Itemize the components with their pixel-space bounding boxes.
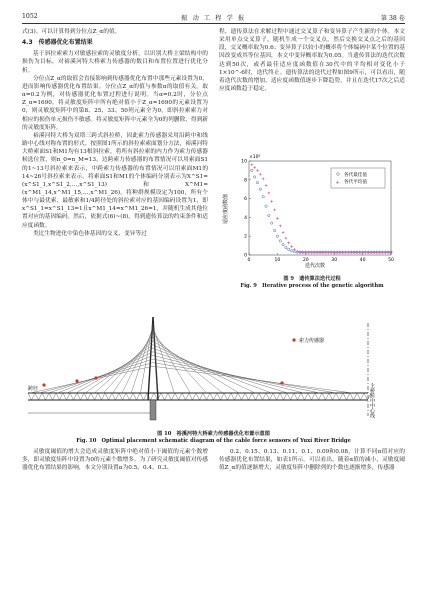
average-value-point [256, 169, 259, 172]
x-axis-label: 迭代次数 [304, 263, 326, 269]
truss-diagonal [252, 393, 256, 400]
truss-diagonal [228, 393, 232, 400]
best-value-point [276, 235, 278, 237]
cable-force-sensor [280, 381, 283, 384]
y-tick-label: 4 [244, 215, 247, 221]
truss-diagonal [172, 393, 176, 400]
truss-diagonal [123, 393, 127, 400]
best-value-point [288, 248, 290, 250]
cable-force-sensor [94, 376, 97, 379]
stay-cable-main [153, 345, 255, 393]
figure-10 [22, 311, 405, 443]
paragraph: 灵敏度阈值的增大会造成灵敏度矩阵中绝对值小于阈值的元素个数增多，即灵敏度矩阵中设置为0的元素个数增多。为了研究灵敏度阈值对传感器优化布置结果的影响，本文分别设置α为0.5、0.4、0.3、 [22, 449, 208, 472]
paragraph: 基于斜拉索索力对敏感拉索的灵敏度分析，以识别大桥主梁结构中的损伤为目标，对裕溪河特大桥索力传感器的数目和布置位置进行优化分析。 [22, 51, 208, 74]
x-tick-label: 0 [247, 258, 251, 263]
stay-cable-side [85, 345, 153, 393]
page-number: 1052 [22, 13, 38, 20]
truss-diagonal [186, 393, 190, 400]
paragraph: 程，遗传算法在求解过程中通过交叉算子和变异算子产生新的个体。本文采用单点交叉算子，随机生成一个交叉点，然后交换交叉点之后的基因段，交叉概率取为0.6；变异算子以较小的概率将个体编码中某个位置的基因改变成其等位基因，本文中变异概率取为0.05。当遗传算法的迭代次数达到50次，或者最佳适应度函数值在30代中的平均相对变化小于1×10^-6时，迭代终止。遗传算法的迭代过程如图9所示，可以看出，随着迭代次数的增加，适应度函数值逐步下降趋势，并且在迭代17次之后适应度函数趋于稳定。 [219, 29, 405, 93]
truss-diagonal [256, 393, 260, 400]
page-header [22, 13, 405, 23]
truss-diagonal [291, 393, 295, 400]
best-value-point [293, 251, 295, 253]
pier [150, 400, 156, 420]
truss-diagonal [308, 393, 312, 400]
average-value-point [279, 225, 282, 228]
figure-9 [219, 151, 405, 289]
truss-diagonal [81, 393, 85, 400]
average-value-point [287, 241, 290, 244]
figure-10-caption-cn: 图 10 裕溪河特大桥索力传感器优化布置示意图 [157, 431, 270, 437]
average-value-point [253, 166, 256, 169]
x-tick-label: 40 [359, 258, 366, 263]
truss-diagonal [221, 393, 225, 400]
truss-diagonal [343, 393, 347, 400]
truss-diagonal [336, 393, 340, 400]
stay-cable-side [94, 341, 153, 393]
truss-diagonal [350, 393, 354, 400]
truss-diagonal [91, 393, 95, 400]
stay-cable-side [58, 355, 153, 393]
truss-diagonal [200, 393, 204, 400]
truss-diagonal [70, 393, 74, 400]
truss-diagonal [238, 393, 242, 400]
truss-diagonal [161, 393, 165, 400]
paragraph: 式(3)。可以计算得到分位点Z_α的值。 [22, 29, 121, 35]
average-value-point [262, 178, 265, 181]
truss-diagonal [42, 393, 46, 400]
best-value-point [290, 250, 292, 252]
average-value-point [265, 184, 268, 187]
truss-diagonal [294, 393, 298, 400]
truss-diagonal [266, 393, 270, 400]
x-tick-label: 50 [388, 258, 394, 263]
truss-diagonal [193, 393, 197, 400]
stay-cable-main [153, 323, 158, 393]
truss-diagonal [301, 393, 305, 400]
y-tick-label: 0 [244, 253, 247, 259]
bridge-diagram [22, 311, 405, 423]
legend-best-label: 各代最佳值 [344, 173, 367, 178]
stay-cable-main [153, 334, 207, 393]
left-column [22, 28, 208, 238]
header-rule [22, 23, 405, 24]
right-column [219, 28, 405, 93]
truss-diagonal [102, 393, 106, 400]
truss-diagonal [231, 393, 235, 400]
truss-diagonal [224, 393, 228, 400]
truss-diagonal [242, 393, 246, 400]
legend-avg-marker: + [335, 180, 340, 186]
truss-diagonal [116, 393, 120, 400]
best-value-point [265, 205, 267, 207]
truss-diagonal [333, 393, 337, 400]
truss-diagonal [165, 393, 169, 400]
truss-diagonal [357, 393, 361, 400]
best-value-point [282, 243, 284, 245]
average-value-point [293, 248, 296, 251]
legend-sensor-label: 索力传感器 [299, 338, 325, 344]
convergence-chart [219, 151, 405, 269]
truss-diagonal [203, 393, 207, 400]
truss-diagonal [277, 393, 281, 400]
figure-9-caption-en: Fig. 9 Iterative process of the genetic algorithm [240, 283, 384, 290]
average-value-point [268, 192, 271, 195]
truss-diagonal [210, 393, 214, 400]
best-value-point [262, 196, 264, 198]
stay-cable-side [67, 352, 153, 393]
average-value-point [285, 237, 288, 240]
side-span-label: 跨径 [28, 386, 39, 392]
truss-diagonal [133, 393, 137, 400]
figure-9-caption-cn: 图 9 遗传算法迭代过程 [283, 276, 341, 282]
truss-diagonal [354, 393, 358, 400]
truss-diagonal [207, 393, 211, 400]
x-tick-label: 10 [274, 258, 281, 263]
truss-diagonal [214, 393, 218, 400]
average-value-point [273, 209, 276, 212]
truss-diagonal [326, 393, 330, 400]
truss-diagonal [305, 393, 309, 400]
truss-diagonal [53, 393, 57, 400]
journal-title: 振 动 工 程 学 报 [181, 15, 246, 22]
y-tick-label: 8 [244, 178, 247, 184]
y-multiplier: ×10⁶ [249, 155, 261, 160]
truss-diagonal [245, 393, 249, 400]
stay-cable-main [153, 337, 223, 393]
truss-diagonal [312, 393, 316, 400]
truss-diagonal [56, 393, 60, 400]
truss-diagonal [168, 393, 172, 400]
best-value-point [253, 176, 255, 178]
truss-diagonal [88, 393, 92, 400]
truss-diagonal [298, 393, 302, 400]
truss-diagonal [179, 393, 183, 400]
truss-diagonal [130, 393, 134, 400]
truss-diagonal [119, 393, 123, 400]
truss-diagonal [151, 393, 155, 400]
truss-diagonal [32, 393, 36, 400]
truss-diagonal [84, 393, 88, 400]
truss-diagonal [196, 393, 200, 400]
truss-diagonal [273, 393, 277, 400]
truss-diagonal [284, 393, 288, 400]
truss-diagonal [322, 393, 326, 400]
truss-diagonal [67, 393, 71, 400]
truss-diagonal [39, 393, 43, 400]
truss-diagonal [112, 393, 116, 400]
truss-diagonal [144, 393, 148, 400]
truss-diagonal [347, 393, 351, 400]
figure-9-caption [219, 276, 405, 290]
truss-diagonal [319, 393, 323, 400]
truss-diagonal [95, 393, 99, 400]
truss-diagonal [140, 393, 144, 400]
best-value-point [285, 246, 287, 248]
figure-10-caption [22, 431, 405, 445]
truss-diagonal [287, 393, 291, 400]
truss-diagonal [340, 393, 344, 400]
y-axis-label: 适应度函数值 [223, 193, 229, 225]
average-value-point [270, 200, 273, 203]
diagram-legend [292, 337, 324, 344]
truss-diagonal [235, 393, 239, 400]
truss-diagonal [77, 393, 81, 400]
best-value-point [273, 229, 275, 231]
average-value-point [259, 173, 262, 176]
truss-diagonal [217, 393, 221, 400]
x-tick-label: 20 [302, 258, 309, 263]
truss-diagonal [49, 393, 53, 400]
paragraph: 类比生物进化中染色体基因的交叉、变异等过 [33, 230, 147, 237]
truss-diagonal [28, 393, 32, 400]
legend-sensor-marker [292, 338, 295, 341]
best-value-point [251, 169, 253, 171]
average-value-point [296, 250, 299, 253]
best-value-point [256, 181, 258, 183]
average-value-point [290, 245, 293, 248]
bottom-left-column [22, 448, 208, 472]
paragraph: 0.2、0.15、0.13、0.11、0.1、0.09和0.08，计算不同α值对应的传感器优化布置结果，如表1所示。可以看出，随着α值的减小，灵敏度阈值Z_α的值逐渐增大，灵敏度矩阵中删除列的个数也逐渐增多，传感器 [219, 449, 405, 472]
truss-diagonal [175, 393, 179, 400]
volume-label: 第 38 卷 [380, 15, 405, 22]
truss-diagonal [98, 393, 102, 400]
figure-10-caption-en: Fig. 10 Optimal placement schematic diagram of the cable force sensors of Yuxi River Bridge [76, 438, 351, 445]
truss-diagonal [189, 393, 193, 400]
truss-diagonal [105, 393, 109, 400]
stay-cable-main [153, 366, 352, 393]
best-value-point [271, 222, 273, 224]
truss-diagonal [46, 393, 50, 400]
y-tick-label: 10 [241, 159, 247, 165]
truss-diagonal [315, 393, 319, 400]
best-value-point [259, 188, 261, 190]
truss-diagonal [60, 393, 64, 400]
truss-diagonal [361, 393, 365, 400]
truss-diagonal [126, 393, 130, 400]
truss-diagonal [109, 393, 113, 400]
truss-diagonal [74, 393, 78, 400]
truss-diagonal [249, 393, 253, 400]
center-line-label: 主桥跨中中心线 [369, 383, 375, 418]
truss-diagonal [63, 393, 67, 400]
bottom-right-column [219, 448, 405, 472]
stay-cable-main [153, 348, 271, 393]
truss-diagonal [259, 393, 263, 400]
truss-diagonal [329, 393, 333, 400]
cable-force-sensor [42, 383, 45, 386]
average-value-point [251, 163, 254, 166]
stay-cable-main [153, 352, 288, 393]
stay-cable-main [153, 355, 304, 393]
average-value-point [282, 231, 285, 234]
y-tick-label: 6 [244, 197, 247, 203]
average-value-point [276, 217, 279, 220]
truss-diagonal [280, 393, 284, 400]
legend-avg-label: 各代平均值 [344, 180, 367, 185]
best-value-point [268, 214, 270, 216]
chart-legend [331, 168, 385, 188]
x-tick-label: 30 [331, 258, 338, 263]
stay-cable-main [153, 359, 320, 393]
section-title: 4.3 传感器优化布置结果 [22, 39, 93, 47]
truss-diagonal [137, 393, 141, 400]
truss-diagonal [35, 393, 39, 400]
truss-diagonal [182, 393, 186, 400]
best-value-point [279, 240, 281, 242]
truss-diagonal [364, 393, 368, 400]
truss-diagonal [263, 393, 267, 400]
cable-force-sensor [75, 379, 78, 382]
paragraph: 分位点Z_α的取值会直接影响到传感器优化布置中那些元素设置为0，进而影响传感器优化布置结果。分位点Z_α的值与参数α的取值有关。取α=0.2为例，对传感器优化布置过程进行说明。当α=0.2时，分位点Z_α=1690。将灵敏度矩阵中所有绝对值小于Z_α=1690的元素设置为0，则灵敏度矩阵中的第8、25、33、50列元素全为0，即斜拉索索力对相应的损伤单元损伤不敏感。将灵敏度矩阵中元素全为0的列删除，得到新的灵敏度矩阵。 [22, 75, 208, 131]
truss-diagonal [270, 393, 274, 400]
y-tick-label: 2 [244, 234, 247, 240]
paragraph: 裕溪河特大桥为双塔三跨式斜拉桥，因此索力传感器采用沿跨中和线路中心线对称布置的形式。按照图1所示的斜拉索索面划分方法，裕溪河特大桥索面S1和M1均有13根斜拉索，将所有斜拉索的内力作为索力传感器候选位置，则n_0=n_M=13。边跨索力传感器的布置情况可以用索面S1的1~13号斜拉索来表示，中跨索力传感器的布置情况可以用索面M1的14~26号斜拉索来表示。将索面S1和M1的个体编码分别表示为X^S1=(x^S1_1,x^S1_2,…,x^S1_13)和X^M1=(x^M1_14,x^M1_15,…,x^M1_26)。将种群规模设定为100，所有个体中与最优索、最敏索和1/4跨径处的斜拉索对应的基因编码设置为1，即x^S1_1=x^S1_13=1且x^M1_14=x^M1_26=1，并随机生成其他位置对应的基因编码。然后，依据式(6)~(8)，得到遗传算法的约束条件和适应度函数。 [22, 132, 208, 229]
